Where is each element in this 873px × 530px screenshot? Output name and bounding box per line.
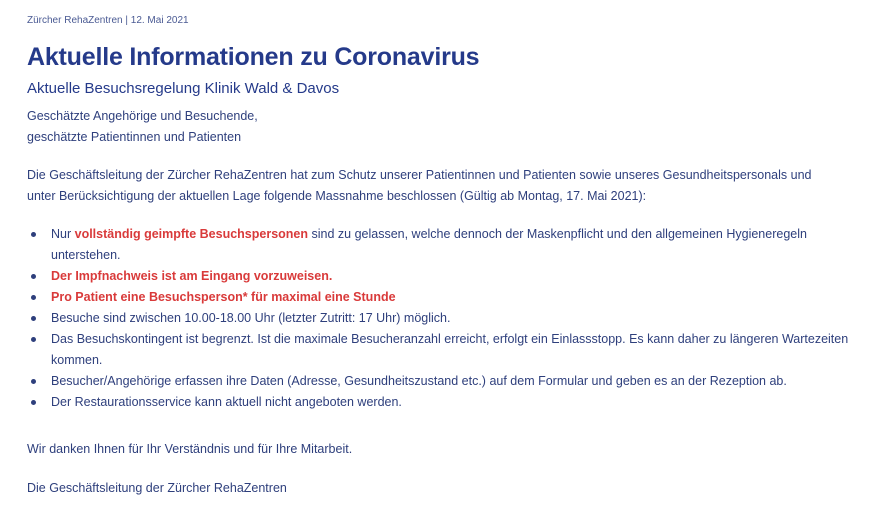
bullet-icon (31, 316, 36, 321)
thanks-paragraph: Wir danken Ihnen für Ihr Verständnis und für Ihre Mitarbeit. (27, 442, 353, 456)
bullet-icon (31, 337, 36, 342)
list-item (51, 308, 861, 329)
bullet-icon (31, 274, 36, 279)
bullet-icon (31, 400, 36, 405)
list-item (51, 287, 861, 308)
list-item (51, 266, 861, 287)
bullet-icon (31, 232, 36, 237)
rules-list (27, 224, 861, 413)
greeting-line-1: Geschätzte Angehörige und Besuchende, (27, 109, 258, 123)
rule-1-prefix: Nur (51, 227, 75, 241)
list-item (51, 224, 861, 266)
greeting-line-2: geschätzte Patientinnen und Patienten (27, 130, 242, 144)
intro-paragraph: Die Geschäftsleitung der Zürcher RehaZentren hat zum Schutz unserer Patientinnen und Patienten sowie unseres Gesundheitspersonals und unter Berücksichtigung der aktuellen Lage folgende Massnahme beschlossen (Gültig ab Montag, 17. Mai 2021): (27, 168, 812, 203)
greeting (27, 106, 258, 148)
rule-4: Besuche sind zwischen 10.00-18.00 Uhr (letzter Zutritt: 17 Uhr) möglich. (51, 311, 451, 325)
rule-7: Der Restaurationsservice kann aktuell nicht angeboten werden. (51, 395, 402, 409)
rule-6: Besucher/Angehörige erfassen ihre Daten (Adresse, Gesundheitszustand etc.) auf dem Formular und geben es an der Rezeption ab. (51, 374, 787, 388)
rule-1-suffix: sind zu gelassen, welche dennoch der Maskenpflicht und den allgemeinen Hygieneregeln unterstehen. (51, 227, 807, 262)
article-meta: Zürcher RehaZentren | 12. Mai 2021 (27, 15, 189, 26)
list-item (51, 371, 861, 392)
rule-1-highlight: vollständig geimpfte Besuchspersonen (74, 227, 309, 241)
bullet-icon (31, 295, 36, 300)
list-item (51, 392, 861, 413)
page-title: Aktuelle Informationen zu Coronavirus (27, 43, 480, 71)
rule-2: Der Impfnachweis ist am Eingang vorzuweisen. (51, 269, 333, 283)
page-subtitle: Aktuelle Besuchsregelung Klinik Wald & Davos (27, 80, 340, 97)
rule-5: Das Besuchskontingent ist begrenzt. Ist die maximale Besucheranzahl erreicht, erfolgt ein Einlassstopp. Es kann daher zu längeren Wartezeiten kommen. (51, 332, 849, 367)
rule-3: Pro Patient eine Besuchsperson* für maximal eine Stunde (51, 290, 396, 304)
signature: Die Geschäftsleitung der Zürcher RehaZentren (27, 481, 287, 495)
bullet-icon (31, 379, 36, 384)
list-item (51, 329, 861, 371)
